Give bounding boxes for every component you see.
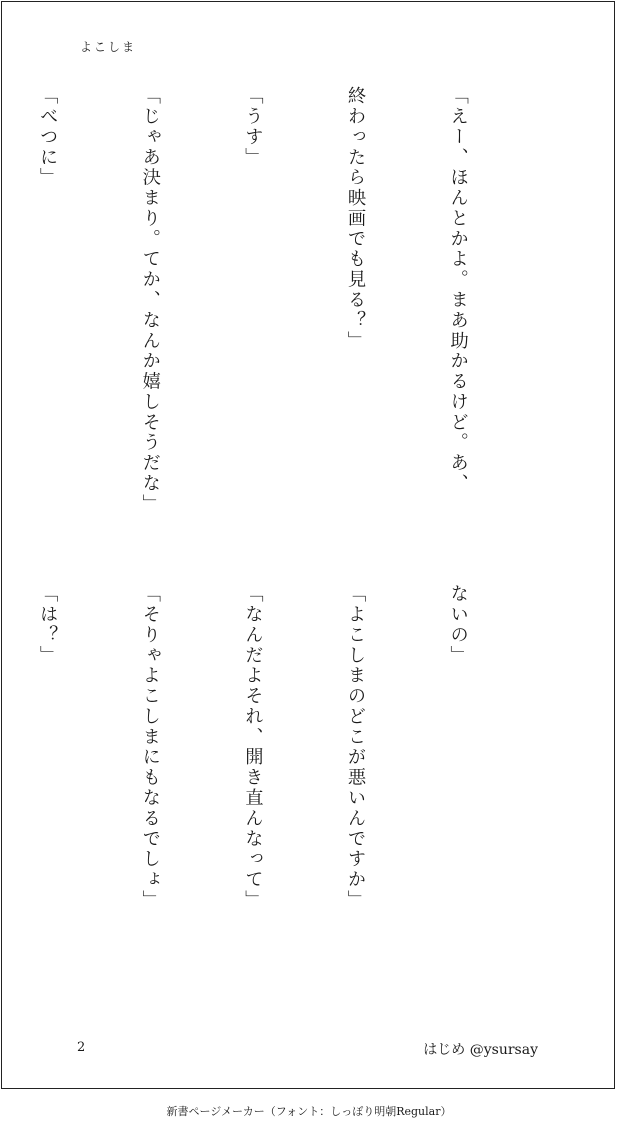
text-line: 「よこしまのどこが悪いんですか」 [344,584,366,911]
text-line: 「そりゃよこしまにもなるでしょ」 [139,584,161,911]
text-line: ないの」 [447,584,469,666]
text-line: 「べつに」 [37,86,59,188]
running-title: よこしま [80,40,137,54]
text-line: 「えー、ほんとかよ。まあ助かるけど。あ、 [447,86,469,494]
text-line: 「なんだよそれ、開き直んなって」 [242,584,264,911]
page-number: 2 [77,1040,86,1055]
page-frame [1,1,615,1089]
upper-text-block [0,86,543,534]
author-credit: はじめ @ysursay [423,1042,538,1058]
text-line: 「じゃあ決まり。てか、なんか嬉しそうだな」 [139,86,161,515]
text-line: 「うす」 [242,86,264,168]
text-line: 終わったら映画でも見る？」 [344,86,366,352]
lower-text-block [0,584,543,994]
generator-credit: 新書ページメーカー（フォント：しっぽり明朝Regular） [166,1105,452,1118]
text-line: 「は？」 [37,584,59,666]
